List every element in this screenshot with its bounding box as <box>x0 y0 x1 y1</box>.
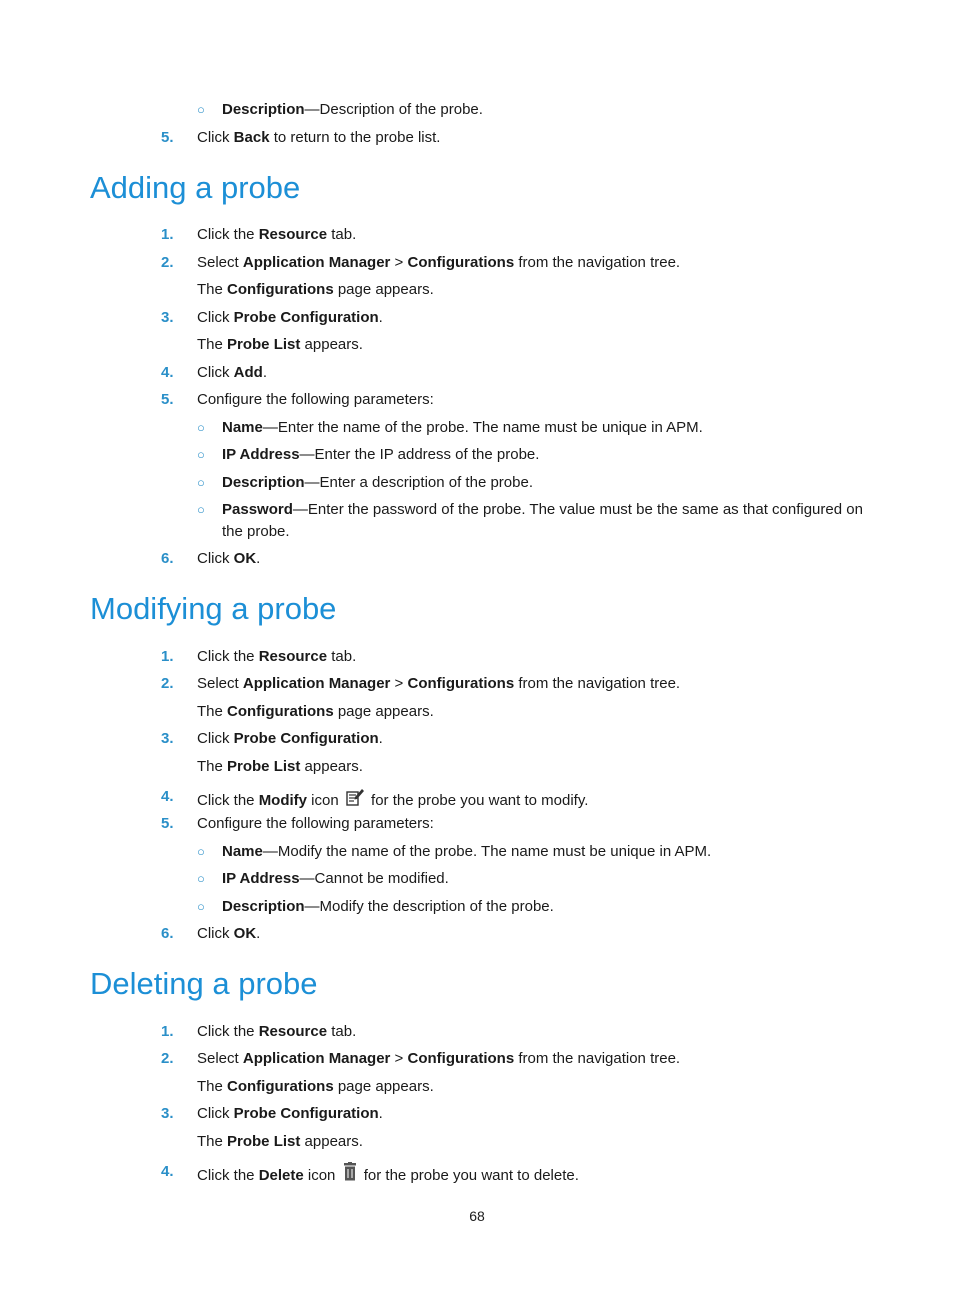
bullet-icon: ○ <box>197 447 205 462</box>
trash-icon <box>342 1162 358 1188</box>
section-heading-deleting: Deleting a probe <box>90 966 318 1001</box>
bullet-icon: ○ <box>197 844 205 859</box>
bullet-icon: ○ <box>197 102 205 117</box>
bullet-icon: ○ <box>197 420 205 435</box>
modify-icon <box>345 787 365 813</box>
bullet-icon: ○ <box>197 502 205 517</box>
bullet-icon: ○ <box>197 871 205 886</box>
bullet-icon: ○ <box>197 475 205 490</box>
section-heading-modifying: Modifying a probe <box>90 591 337 626</box>
section-heading-adding: Adding a probe <box>90 170 301 205</box>
bullet-icon: ○ <box>197 899 205 914</box>
page-number: 68 <box>469 1208 485 1224</box>
document-page: ○ Description—Description of the probe. 5. Click Back to return to the probe list. Adding a probe 1. Click the Resource tab. 2. Select Application Manager > Configurations from the navigation tree. The Configurations page appears. 3. Click Probe Configuration. The Probe List appears. 4. Click Add. 5. Configure the following parameters: ○ Name—Enter the name of the probe. The name must be unique in APM. ○ IP Address—Enter the IP address of the probe. ○ Description—Enter a description of the probe. ○ Password—Enter the password of the probe. The value must be the same as that configured on the probe. 6. Click OK. Modifying a probe 1. Click the Resource tab. 2. Select Application Manager > Configurations from the navigation tree. The Configurations page appears. 3. Click Probe Configuration. The Probe List appears. 4. Click the Modify icon for the probe you want to modify. 5. Configure the following parameters: ○ Name—Modify the name of the probe. The name must be unique in APM. ○ IP Address—Cannot be modified. ○ Description—Modify the description of the probe. 6. Click OK. Deleting a probe 1. Click the Resource tab. 2. Select Application Manager > Configurations from the navigation tree. The Configurations page appears. 3. Click Probe Configuration. The Probe List appears. 4. Click the Delete icon for the probe you want to delete. 68 <box>0 0 954 1296</box>
